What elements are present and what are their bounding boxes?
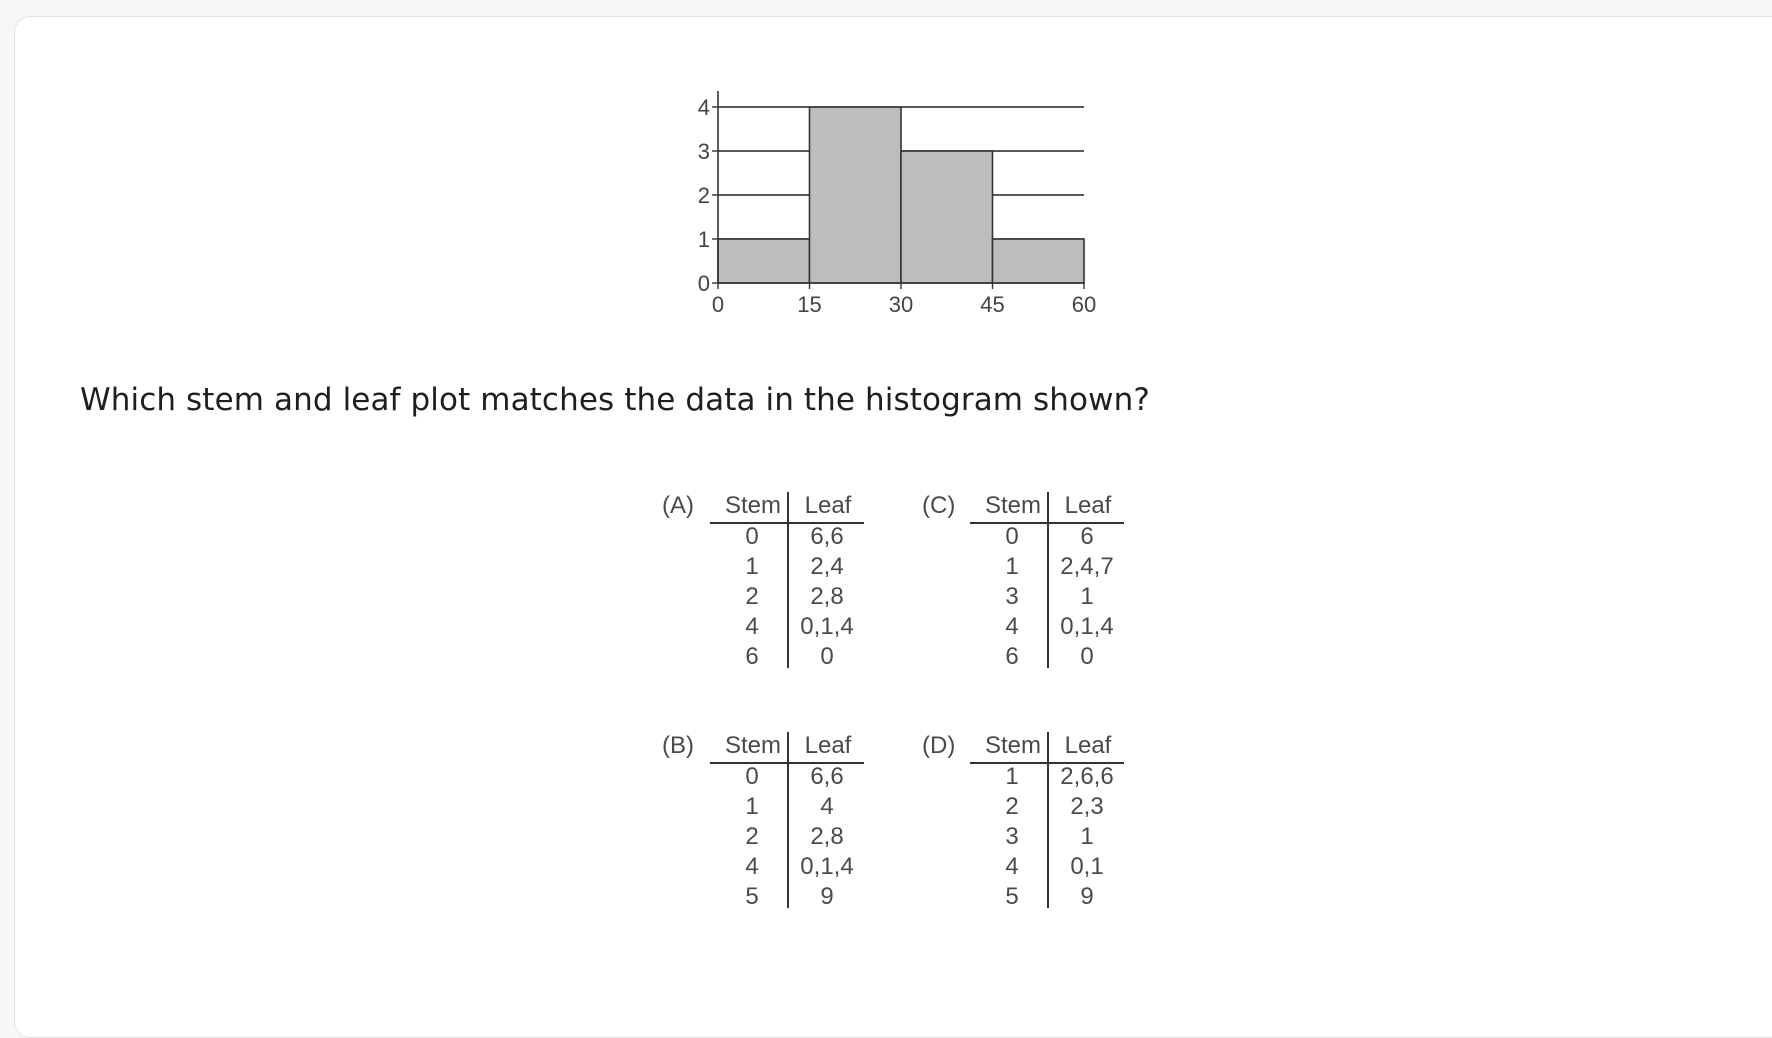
stem-value: 0: [745, 763, 759, 790]
x-tick-label: 0: [711, 292, 725, 317]
leaf-value: 1: [1080, 823, 1094, 850]
stem-header: Stem: [724, 732, 781, 759]
x-tick-label: 30: [888, 292, 914, 317]
leaf-value: 6,6: [810, 523, 844, 550]
stem-leaf-divider: [1047, 492, 1049, 668]
leaf-value: 2,4: [810, 553, 844, 580]
y-tick-label: 3: [697, 139, 710, 164]
leaf-value: 6,6: [810, 763, 844, 790]
stem-leaf-divider: [1047, 732, 1049, 908]
leaf-value: 2,4,7: [1060, 553, 1114, 580]
histogram-chart: [680, 80, 1120, 325]
x-tick-label: 45: [980, 292, 1005, 317]
stem-value: 1: [1005, 763, 1019, 790]
stem-value: 1: [745, 793, 759, 820]
leaf-value: 2,8: [810, 583, 844, 610]
histogram-bar: [993, 239, 1085, 283]
stem-value: 4: [1005, 613, 1019, 640]
option-label: (D): [922, 732, 956, 759]
stem-leaf-divider: [787, 492, 789, 668]
stem-value: 5: [745, 883, 759, 910]
stem-value: 5: [1005, 883, 1019, 910]
leaf-value: 0,1,4: [800, 853, 854, 880]
stem-leaf-divider: [787, 732, 789, 908]
stem-value: 0: [1005, 523, 1019, 550]
y-tick-label: 0: [697, 271, 710, 296]
leaf-value: 6: [1080, 523, 1094, 550]
stem-value: 3: [1005, 823, 1019, 850]
stem-header: Stem: [984, 732, 1041, 759]
leaf-header: Leaf: [1064, 492, 1112, 519]
leaf-header: Leaf: [804, 492, 852, 519]
stem-header: Stem: [984, 492, 1041, 519]
histogram-bar: [718, 239, 810, 283]
option-label: (C): [922, 492, 956, 519]
stem-value: 2: [1005, 793, 1019, 820]
stem-value: 2: [745, 823, 759, 850]
stem-value: 6: [1005, 643, 1019, 670]
question-text: Which stem and leaf plot matches the data in the histogram shown?: [80, 382, 1150, 418]
histogram-bar: [901, 151, 993, 283]
leaf-value: 0,1,4: [1060, 613, 1114, 640]
leaf-value: 9: [1080, 883, 1094, 910]
stem-value: 4: [745, 853, 759, 880]
leaf-value: 0: [1080, 643, 1094, 670]
stem-value: 4: [1005, 853, 1019, 880]
leaf-value: 2,3: [1070, 793, 1104, 820]
stem-value: 0: [745, 523, 759, 550]
y-tick-label: 2: [697, 183, 710, 208]
leaf-header: Leaf: [1064, 732, 1112, 759]
stem-value: 2: [745, 583, 759, 610]
leaf-value: 2,6,6: [1060, 763, 1114, 790]
option-label: (B): [662, 732, 694, 759]
leaf-value: 1: [1080, 583, 1094, 610]
option-label: (A): [662, 492, 694, 519]
y-tick-label: 4: [697, 95, 710, 120]
histogram-bar: [810, 107, 902, 283]
x-tick-label: 60: [1071, 292, 1097, 317]
stem-header: Stem: [724, 492, 781, 519]
stem-value: 6: [745, 643, 759, 670]
leaf-value: 0,1: [1070, 853, 1104, 880]
leaf-header: Leaf: [804, 732, 852, 759]
leaf-value: 0: [820, 643, 834, 670]
leaf-value: 4: [820, 793, 834, 820]
leaf-value: 9: [820, 883, 834, 910]
stem-value: 4: [745, 613, 759, 640]
x-tick-label: 15: [797, 292, 822, 317]
stem-value: 3: [1005, 583, 1019, 610]
y-tick-label: 1: [697, 227, 710, 252]
stem-value: 1: [1005, 553, 1019, 580]
leaf-value: 2,8: [810, 823, 844, 850]
stem-value: 1: [745, 553, 759, 580]
leaf-value: 0,1,4: [800, 613, 854, 640]
